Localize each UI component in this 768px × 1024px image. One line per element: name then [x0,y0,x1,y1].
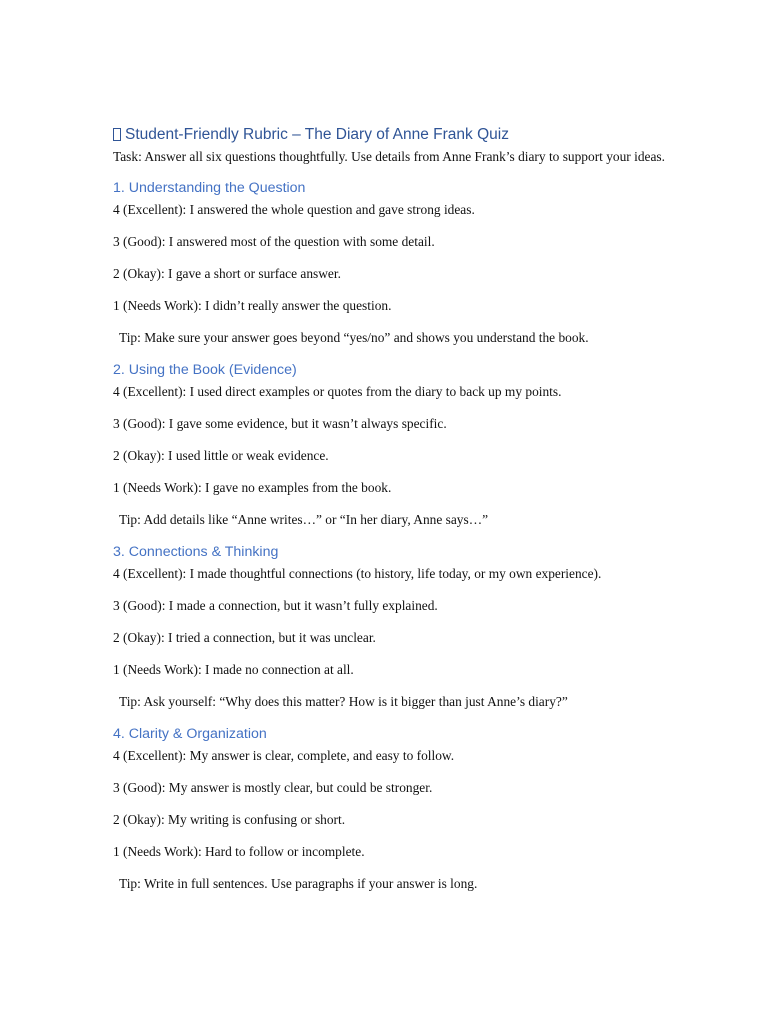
criterion-okay: 2 (Okay): I used little or weak evidence. [113,448,329,463]
section-heading: 2. Using the Book (Evidence) [113,362,297,378]
rubric-section-clarity [113,724,673,894]
criterion-excellent: 4 (Excellent): My answer is clear, complete, and easy to follow. [113,748,455,763]
task-instructions: Task: Answer all six questions thoughtfully. Use details from Anne Frank’s diary to support your ideas. [113,149,665,164]
document-page [113,124,673,906]
criterion-good: 3 (Good): My answer is mostly clear, but could be stronger. [113,780,433,795]
criterion-excellent: 4 (Excellent): I made thoughtful connections (to history, life today, or my own experience). [113,566,602,581]
section-heading: 4. Clarity & Organization [113,726,267,742]
section-tip: Tip: Ask yourself: “Why does this matter? How is it bigger than just Anne’s diary?” [119,694,568,709]
criterion-excellent: 4 (Excellent): I used direct examples or quotes from the diary to back up my points. [113,384,562,399]
rubric-section-connections [113,542,673,712]
section-heading: 3. Connections & Thinking [113,544,279,560]
section-tip: Tip: Add details like “Anne writes…” or “In her diary, Anne says…” [119,512,489,527]
document-title-text: Student-Friendly Rubric – The Diary of Anne Frank Quiz [125,126,509,143]
criterion-good: 3 (Good): I made a connection, but it wasn’t fully explained. [113,598,438,613]
criterion-needs-work: 1 (Needs Work): I made no connection at all. [113,662,354,677]
rubric-section-evidence [113,360,673,530]
section-heading: 1. Understanding the Question [113,180,306,196]
criterion-okay: 2 (Okay): My writing is confusing or short. [113,812,346,827]
criterion-needs-work: 1 (Needs Work): I gave no examples from the book. [113,480,392,495]
document-title [113,124,673,146]
criterion-okay: 2 (Okay): I gave a short or surface answer. [113,266,341,281]
criterion-needs-work: 1 (Needs Work): Hard to follow or incomplete. [113,844,365,859]
criterion-okay: 2 (Okay): I tried a connection, but it was unclear. [113,630,376,645]
criterion-needs-work: 1 (Needs Work): I didn’t really answer the question. [113,298,392,313]
criterion-excellent: 4 (Excellent): I answered the whole question and gave strong ideas. [113,202,475,217]
rubric-section-understanding [113,178,673,348]
criterion-good: 3 (Good): I gave some evidence, but it wasn’t always specific. [113,416,447,431]
section-tip: Tip: Make sure your answer goes beyond “yes/no” and shows you understand the book. [119,330,589,345]
section-tip: Tip: Write in full sentences. Use paragraphs if your answer is long. [119,876,478,891]
criterion-good: 3 (Good): I answered most of the question with some detail. [113,234,435,249]
document-icon [113,128,121,141]
